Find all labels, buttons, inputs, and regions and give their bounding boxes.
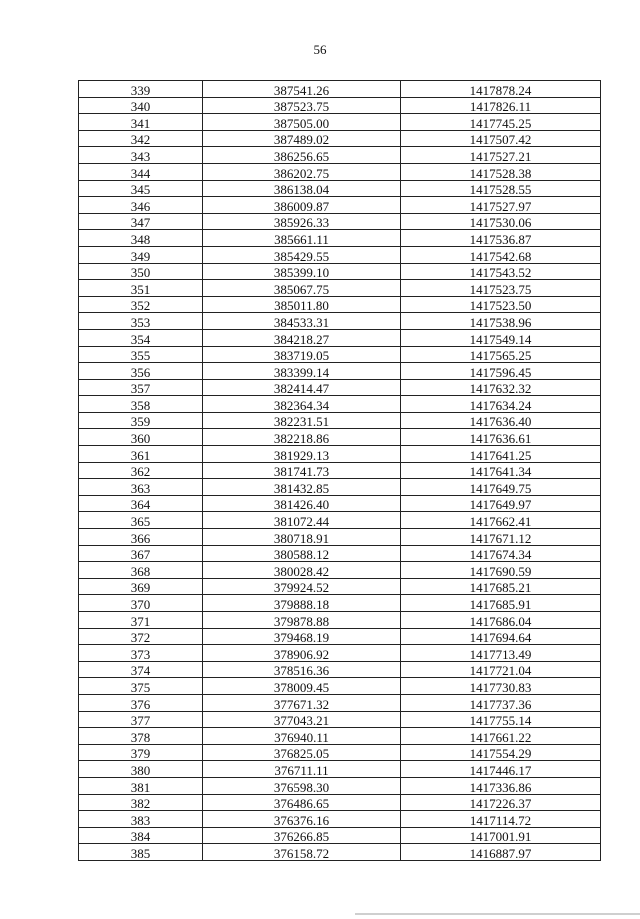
x-coordinate-cell: 379924.52 xyxy=(203,578,401,595)
y-coordinate-cell: 1417721.04 xyxy=(401,661,601,678)
y-coordinate-cell: 1417730.83 xyxy=(401,678,601,695)
coordinates-table-body xyxy=(79,81,601,861)
y-coordinate-cell: 1417636.61 xyxy=(401,429,601,446)
x-coordinate-cell: 380028.42 xyxy=(203,562,401,579)
x-coordinate-cell: 382414.47 xyxy=(203,379,401,396)
table-row xyxy=(79,213,601,230)
point-number-cell: 384 xyxy=(79,827,203,844)
x-coordinate-cell: 376266.85 xyxy=(203,827,401,844)
y-coordinate-cell: 1417755.14 xyxy=(401,711,601,728)
y-coordinate-cell: 1417634.24 xyxy=(401,396,601,413)
point-number-cell: 374 xyxy=(79,661,203,678)
x-coordinate-cell: 384533.31 xyxy=(203,313,401,330)
y-coordinate-cell: 1417528.55 xyxy=(401,180,601,197)
table-row xyxy=(79,97,601,114)
y-coordinate-cell: 1417671.12 xyxy=(401,529,601,546)
point-number-cell: 353 xyxy=(79,313,203,330)
x-coordinate-cell: 385661.11 xyxy=(203,230,401,247)
x-coordinate-cell: 380588.12 xyxy=(203,545,401,562)
table-row xyxy=(79,379,601,396)
x-coordinate-cell: 378009.45 xyxy=(203,678,401,695)
point-number-cell: 380 xyxy=(79,761,203,778)
point-number-cell: 375 xyxy=(79,678,203,695)
x-coordinate-cell: 386138.04 xyxy=(203,180,401,197)
y-coordinate-cell: 1417641.25 xyxy=(401,446,601,463)
y-coordinate-cell: 1417001.91 xyxy=(401,827,601,844)
point-number-cell: 349 xyxy=(79,246,203,263)
point-number-cell: 351 xyxy=(79,280,203,297)
table-row xyxy=(79,81,601,98)
coordinates-table xyxy=(78,80,601,861)
x-coordinate-cell: 383719.05 xyxy=(203,346,401,363)
table-row xyxy=(79,628,601,645)
y-coordinate-cell: 1417538.96 xyxy=(401,313,601,330)
point-number-cell: 348 xyxy=(79,230,203,247)
x-coordinate-cell: 381072.44 xyxy=(203,512,401,529)
y-coordinate-cell: 1417686.04 xyxy=(401,612,601,629)
y-coordinate-cell: 1417543.52 xyxy=(401,263,601,280)
table-row xyxy=(79,562,601,579)
table-row xyxy=(79,694,601,711)
x-coordinate-cell: 376940.11 xyxy=(203,728,401,745)
table-row xyxy=(79,578,601,595)
y-coordinate-cell: 1417694.64 xyxy=(401,628,601,645)
y-coordinate-cell: 1417528.38 xyxy=(401,163,601,180)
table-row xyxy=(79,512,601,529)
x-coordinate-cell: 382218.86 xyxy=(203,429,401,446)
x-coordinate-cell: 385429.55 xyxy=(203,246,401,263)
table-row xyxy=(79,678,601,695)
x-coordinate-cell: 382364.34 xyxy=(203,396,401,413)
table-row xyxy=(79,363,601,380)
x-coordinate-cell: 386202.75 xyxy=(203,163,401,180)
table-row xyxy=(79,827,601,844)
point-number-cell: 362 xyxy=(79,462,203,479)
table-row xyxy=(79,412,601,429)
table-row xyxy=(79,595,601,612)
x-coordinate-cell: 385067.75 xyxy=(203,280,401,297)
table-row xyxy=(79,163,601,180)
y-coordinate-cell: 1417737.36 xyxy=(401,694,601,711)
y-coordinate-cell: 1417745.25 xyxy=(401,114,601,131)
x-coordinate-cell: 381432.85 xyxy=(203,479,401,496)
point-number-cell: 341 xyxy=(79,114,203,131)
y-coordinate-cell: 1417649.97 xyxy=(401,495,601,512)
table-row xyxy=(79,180,601,197)
point-number-cell: 342 xyxy=(79,130,203,147)
table-row xyxy=(79,479,601,496)
point-number-cell: 383 xyxy=(79,811,203,828)
table-row xyxy=(79,612,601,629)
y-coordinate-cell: 1417596.45 xyxy=(401,363,601,380)
x-coordinate-cell: 387505.00 xyxy=(203,114,401,131)
point-number-cell: 363 xyxy=(79,479,203,496)
x-coordinate-cell: 379878.88 xyxy=(203,612,401,629)
x-coordinate-cell: 386009.87 xyxy=(203,197,401,214)
point-number-cell: 347 xyxy=(79,213,203,230)
point-number-cell: 361 xyxy=(79,446,203,463)
x-coordinate-cell: 376376.16 xyxy=(203,811,401,828)
point-number-cell: 370 xyxy=(79,595,203,612)
y-coordinate-cell: 1417446.17 xyxy=(401,761,601,778)
scan-edge-line xyxy=(355,913,640,915)
table-row xyxy=(79,346,601,363)
point-number-cell: 368 xyxy=(79,562,203,579)
table-row xyxy=(79,114,601,131)
x-coordinate-cell: 377671.32 xyxy=(203,694,401,711)
x-coordinate-cell: 385399.10 xyxy=(203,263,401,280)
y-coordinate-cell: 1417632.32 xyxy=(401,379,601,396)
y-coordinate-cell: 1417542.68 xyxy=(401,246,601,263)
table-row xyxy=(79,744,601,761)
point-number-cell: 340 xyxy=(79,97,203,114)
point-number-cell: 372 xyxy=(79,628,203,645)
y-coordinate-cell: 1417114.72 xyxy=(401,811,601,828)
x-coordinate-cell: 381929.13 xyxy=(203,446,401,463)
table-row xyxy=(79,130,601,147)
x-coordinate-cell: 387523.75 xyxy=(203,97,401,114)
point-number-cell: 344 xyxy=(79,163,203,180)
point-number-cell: 382 xyxy=(79,794,203,811)
point-number-cell: 350 xyxy=(79,263,203,280)
x-coordinate-cell: 376825.05 xyxy=(203,744,401,761)
point-number-cell: 371 xyxy=(79,612,203,629)
x-coordinate-cell: 380718.91 xyxy=(203,529,401,546)
y-coordinate-cell: 1417527.97 xyxy=(401,197,601,214)
y-coordinate-cell: 1417523.75 xyxy=(401,280,601,297)
x-coordinate-cell: 376598.30 xyxy=(203,777,401,794)
y-coordinate-cell: 1417674.34 xyxy=(401,545,601,562)
point-number-cell: 352 xyxy=(79,296,203,313)
x-coordinate-cell: 378516.36 xyxy=(203,661,401,678)
point-number-cell: 364 xyxy=(79,495,203,512)
y-coordinate-cell: 1417530.06 xyxy=(401,213,601,230)
y-coordinate-cell: 1417685.21 xyxy=(401,578,601,595)
table-row xyxy=(79,280,601,297)
table-row xyxy=(79,147,601,164)
point-number-cell: 373 xyxy=(79,645,203,662)
point-number-cell: 381 xyxy=(79,777,203,794)
y-coordinate-cell: 1417554.29 xyxy=(401,744,601,761)
y-coordinate-cell: 1417649.75 xyxy=(401,479,601,496)
table-row xyxy=(79,545,601,562)
point-number-cell: 367 xyxy=(79,545,203,562)
y-coordinate-cell: 1417336.86 xyxy=(401,777,601,794)
y-coordinate-cell: 1417878.24 xyxy=(401,81,601,98)
point-number-cell: 385 xyxy=(79,844,203,861)
table-row xyxy=(79,794,601,811)
x-coordinate-cell: 377043.21 xyxy=(203,711,401,728)
point-number-cell: 355 xyxy=(79,346,203,363)
x-coordinate-cell: 378906.92 xyxy=(203,645,401,662)
x-coordinate-cell: 386256.65 xyxy=(203,147,401,164)
x-coordinate-cell: 376711.11 xyxy=(203,761,401,778)
table-row xyxy=(79,495,601,512)
point-number-cell: 360 xyxy=(79,429,203,446)
point-number-cell: 345 xyxy=(79,180,203,197)
table-row xyxy=(79,844,601,861)
page-number: 56 xyxy=(313,42,327,57)
point-number-cell: 356 xyxy=(79,363,203,380)
table-row xyxy=(79,529,601,546)
point-number-cell: 366 xyxy=(79,529,203,546)
table-row xyxy=(79,396,601,413)
point-number-cell: 377 xyxy=(79,711,203,728)
table-row xyxy=(79,462,601,479)
table-row xyxy=(79,645,601,662)
y-coordinate-cell: 1417523.50 xyxy=(401,296,601,313)
point-number-cell: 354 xyxy=(79,329,203,346)
table-row xyxy=(79,761,601,778)
y-coordinate-cell: 1417226.37 xyxy=(401,794,601,811)
y-coordinate-cell: 1417685.91 xyxy=(401,595,601,612)
y-coordinate-cell: 1416887.97 xyxy=(401,844,601,861)
table-row xyxy=(79,296,601,313)
point-number-cell: 359 xyxy=(79,412,203,429)
table-row xyxy=(79,446,601,463)
table-row xyxy=(79,661,601,678)
x-coordinate-cell: 382231.51 xyxy=(203,412,401,429)
table-row xyxy=(79,777,601,794)
x-coordinate-cell: 379888.18 xyxy=(203,595,401,612)
x-coordinate-cell: 385011.80 xyxy=(203,296,401,313)
x-coordinate-cell: 381741.73 xyxy=(203,462,401,479)
table-row xyxy=(79,230,601,247)
point-number-cell: 357 xyxy=(79,379,203,396)
x-coordinate-cell: 387489.02 xyxy=(203,130,401,147)
x-coordinate-cell: 385926.33 xyxy=(203,213,401,230)
point-number-cell: 365 xyxy=(79,512,203,529)
x-coordinate-cell: 376158.72 xyxy=(203,844,401,861)
point-number-cell: 379 xyxy=(79,744,203,761)
table-row xyxy=(79,728,601,745)
table-row xyxy=(79,429,601,446)
y-coordinate-cell: 1417641.34 xyxy=(401,462,601,479)
y-coordinate-cell: 1417662.41 xyxy=(401,512,601,529)
point-number-cell: 343 xyxy=(79,147,203,164)
table-row xyxy=(79,246,601,263)
x-coordinate-cell: 384218.27 xyxy=(203,329,401,346)
y-coordinate-cell: 1417549.14 xyxy=(401,329,601,346)
table-row xyxy=(79,329,601,346)
table-row xyxy=(79,197,601,214)
x-coordinate-cell: 379468.19 xyxy=(203,628,401,645)
y-coordinate-cell: 1417565.25 xyxy=(401,346,601,363)
table-row xyxy=(79,811,601,828)
point-number-cell: 369 xyxy=(79,578,203,595)
y-coordinate-cell: 1417661.22 xyxy=(401,728,601,745)
y-coordinate-cell: 1417826.11 xyxy=(401,97,601,114)
x-coordinate-cell: 376486.65 xyxy=(203,794,401,811)
table-row xyxy=(79,711,601,728)
y-coordinate-cell: 1417507.42 xyxy=(401,130,601,147)
point-number-cell: 376 xyxy=(79,694,203,711)
table-row xyxy=(79,263,601,280)
point-number-cell: 346 xyxy=(79,197,203,214)
x-coordinate-cell: 383399.14 xyxy=(203,363,401,380)
point-number-cell: 358 xyxy=(79,396,203,413)
x-coordinate-cell: 387541.26 xyxy=(203,81,401,98)
x-coordinate-cell: 381426.40 xyxy=(203,495,401,512)
y-coordinate-cell: 1417690.59 xyxy=(401,562,601,579)
y-coordinate-cell: 1417536.87 xyxy=(401,230,601,247)
point-number-cell: 339 xyxy=(79,81,203,98)
y-coordinate-cell: 1417527.21 xyxy=(401,147,601,164)
table-row xyxy=(79,313,601,330)
y-coordinate-cell: 1417636.40 xyxy=(401,412,601,429)
y-coordinate-cell: 1417713.49 xyxy=(401,645,601,662)
point-number-cell: 378 xyxy=(79,728,203,745)
